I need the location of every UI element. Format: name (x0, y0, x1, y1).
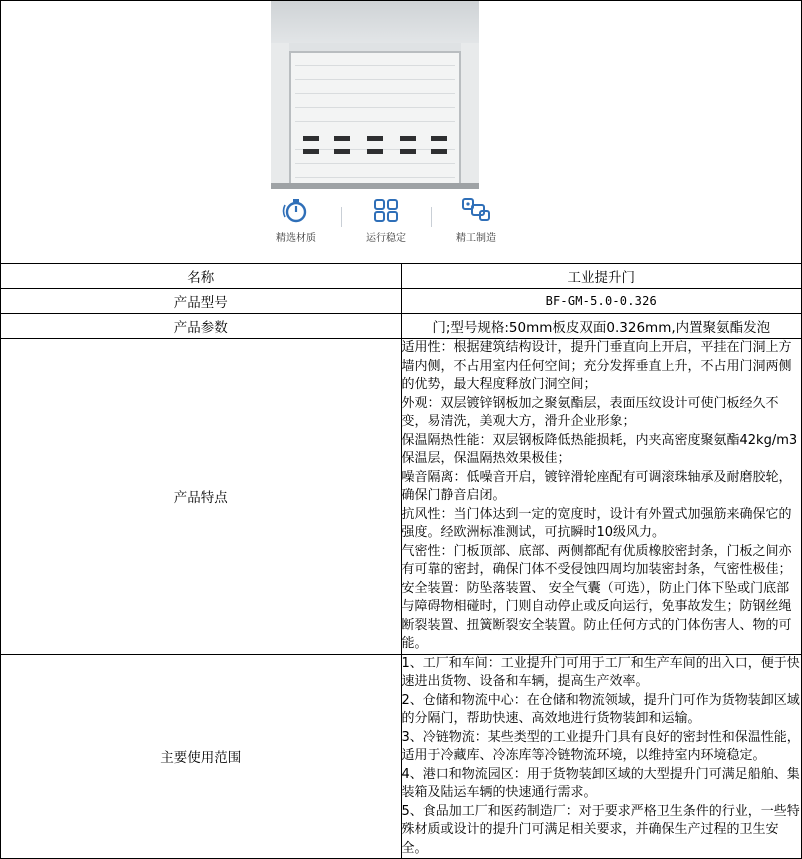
row-usage (1, 654, 802, 859)
row-model (1, 289, 802, 314)
divider (341, 207, 342, 227)
product-name: 工业提升门 (401, 264, 802, 289)
image-row (1, 1, 802, 264)
row-label: 产品特点 (1, 339, 402, 655)
row-label: 名称 (1, 264, 402, 289)
feature-quality-material (261, 197, 331, 244)
row-features (1, 339, 802, 655)
feature-paragraph: 气密性：门板顶部、底部、两侧都配有优质橡胶密封条，门板之间亦有可靠的密封，确保门体不受侵蚀四周均加装密封条，气密性极佳； (401, 543, 792, 577)
usage-paragraph: 5、食品加工厂和医药制造厂：对于要求严格卫生条件的行业，一些特殊材质或设计的提升门可满足相关要求，并确保生产过程的卫生安全。 (401, 803, 800, 856)
grid-icon (351, 197, 421, 223)
row-name (1, 264, 802, 289)
product-params: 门;型号规格:50mm板皮双面0.326mm,内置聚氨酯发泡 (401, 314, 802, 339)
usage-paragraph: 2、仓储和物流中心：在仓储和物流领域，提升门可作为货物装卸区域的分隔门，帮助快速、高效地进行货物装卸和运输。 (401, 692, 800, 726)
feature-stable-operation (351, 197, 421, 244)
usage-paragraph: 1、工厂和车间：工业提升门可用于工厂和生产车间的出入口，便于快速进出货物、设备和车辆，提高生产效率。 (401, 655, 800, 689)
product-features (401, 339, 802, 655)
feature-precision-manufacturing (441, 197, 511, 244)
feature-paragraph: 外观：双层镀锌钢板加之聚氨酯层，表面压纹设计可使门板经久不变，易清洗，美观大方，滑升企业形象； (401, 395, 779, 429)
product-model: BF-GM-5.0-0.326 (401, 289, 802, 314)
feature-label: 精选材质 (276, 233, 316, 244)
row-label: 产品参数 (1, 314, 402, 339)
usage-paragraph: 3、冷链物流：某些类型的工业提升门具有良好的密封性和保温性能，适用于冷藏库、冷冻库等冷链物流环境，以维持室内环境稳定。 (401, 729, 800, 763)
feature-paragraph: 安全装置：防坠落装置、 安全气囊（可选），防止门体下坠或门底部与障碍物相碰时，门则自动停止或反向运行，免事故发生；防钢丝绳断裂装置、扭簧断裂安全装置。防止任何方式的门体伤害人、物的可能。 (401, 580, 792, 651)
row-label: 产品型号 (1, 289, 402, 314)
feature-paragraph: 噪音隔离：低噪音开启，镀锌滑轮座配有可调滚珠轴承及耐磨胶轮，确保门静音启闭。 (401, 469, 792, 503)
industrial-door-photo (271, 1, 479, 189)
row-label: 主要使用范围 (1, 654, 402, 859)
product-image-cell (1, 1, 802, 264)
usage-scope (401, 654, 802, 859)
feature-label: 运行稳定 (366, 233, 406, 244)
chip-icon (441, 197, 511, 223)
divider (431, 207, 432, 227)
feature-paragraph: 适用性：根据建筑结构设计，提升门垂直向上开启，平挂在门洞上方墙内侧，不占用室内任何空间；充分发挥垂直上升，不占用门洞两侧的优势，最大程度释放门洞空间； (401, 340, 792, 392)
row-params (1, 314, 802, 339)
feature-paragraph: 保温隔热性能：双层钢板降低热能损耗，内夹高密度聚氨酯42kg/m3保温层，保温隔热效果极佳； (401, 432, 798, 466)
usage-paragraph: 4、港口和物流园区：用于货物装卸区域的大型提升门可满足船舶、集装箱及陆运车辆的快速通行需求。 (401, 766, 800, 800)
feature-label: 精工制造 (456, 233, 496, 244)
stopwatch-icon (261, 197, 331, 223)
feature-paragraph: 抗风性：当门体达到一定的宽度时，设计有外置式加强筋来确保它的强度。经欧洲标准测试，可抗瞬时10级风力。 (401, 506, 792, 540)
